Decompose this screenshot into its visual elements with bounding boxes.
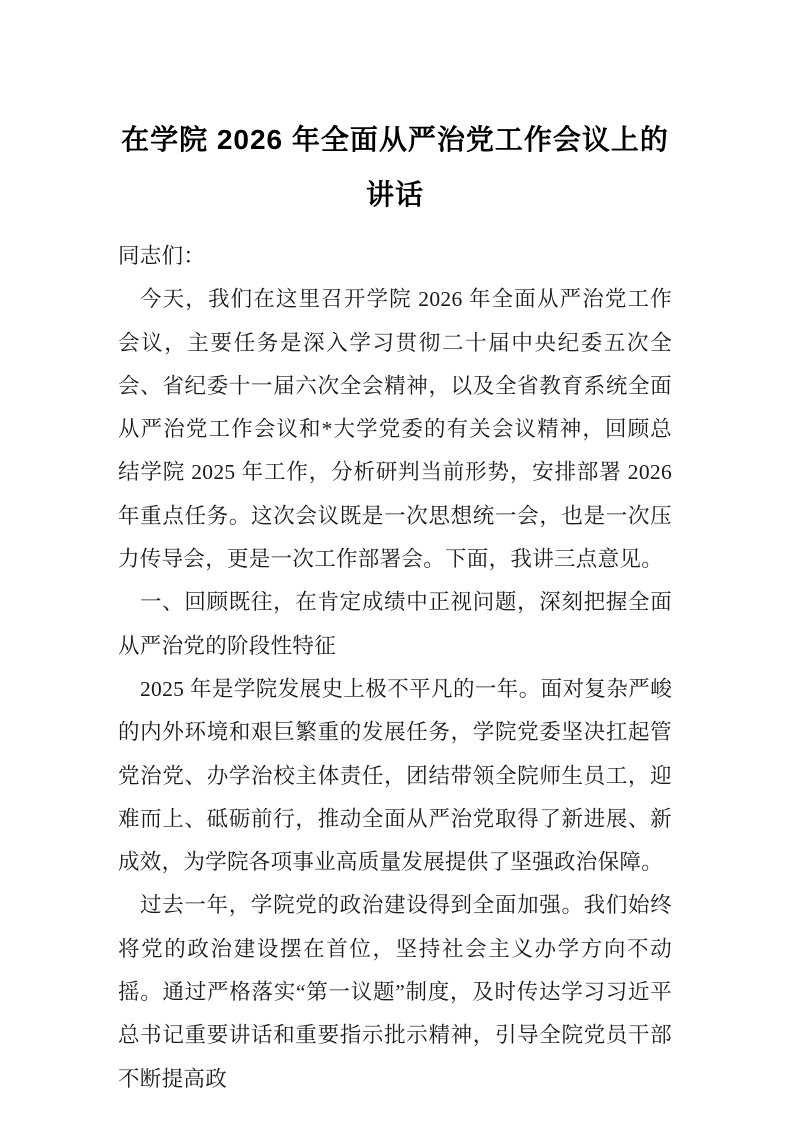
document-body [118, 235, 672, 1101]
opening-paragraph: 今天，我们在这里召开学院 2026 年全面从严治党工作会议，主要任务是深入学习贯彻二十届中央纪委五次全会、省纪委十一届六次全会精神，以及全省教育系统全面从严治党工作会议和*大学党委的有关会议精神，回顾总结学院 2025 年工作，分析研判当前形势，安排部署 2026 年重点任务。这次会议既是一次思想统一会，也是一次压力传导会，更是一次工作部署会。下面，我讲三点意见。 [118, 287, 672, 572]
review-2025-paragraph: 2025 年是学院发展史上极不平凡的一年。面对复杂严峻的内外环境和艰巨繁重的发展任务，学院党委坚决扛起管党治党、办学治校主体责任，团结带领全院师生员工，迎难而上、砥砺前行，推动全面从严治党取得了新进展、新成效，为学院各项事业高质量发展提供了坚强政治保障。 [118, 676, 672, 875]
document-title-line-2: 讲话 [365, 179, 424, 210]
section-one-heading: 一、回顾既往，在肯定成绩中正视问题，深刻把握全面从严治党的阶段性特征 [118, 590, 672, 658]
political-construction-paragraph: 过去一年，学院党的政治建设得到全面加强。我们始终将党的政治建设摆在首位，坚持社会主义办学方向不动摇。通过严格落实“第一议题”制度，及时传达学习习近平总书记重要讲话和重要指示批示精神，引导全院党员干部不断提高政 [118, 893, 672, 1091]
salutation-paragraph: 同志们： [118, 244, 206, 268]
document-title-line-1: 在学院 2026 年全面从严治党工作会议上的 [121, 124, 669, 155]
document-title [118, 112, 672, 222]
